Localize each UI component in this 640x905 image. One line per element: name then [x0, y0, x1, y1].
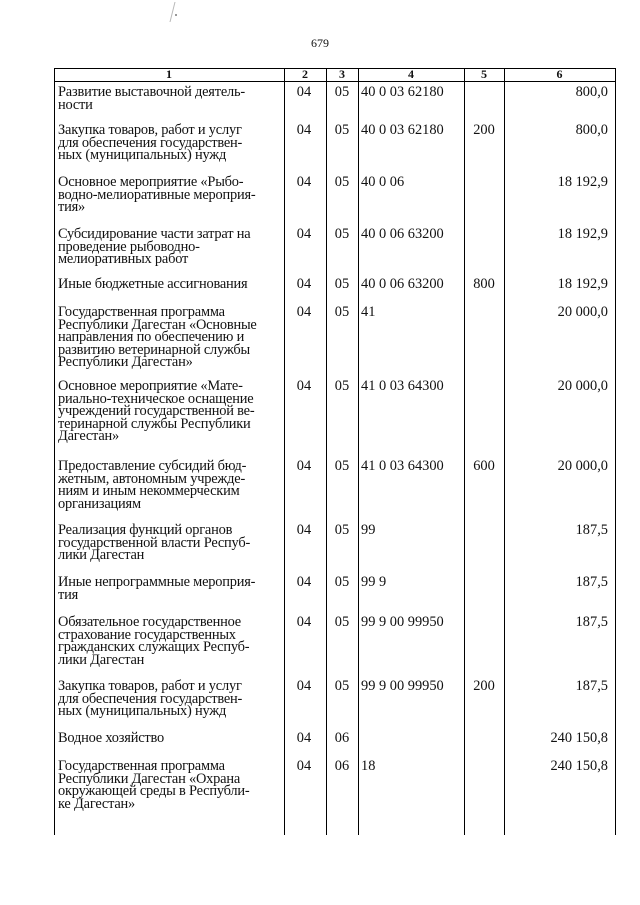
table-right-border	[615, 68, 616, 835]
row-section-cell: 04	[296, 574, 312, 590]
row-section-cell: 04	[296, 276, 312, 292]
row-name-cell: Иные непрограммные мероприя- тия	[58, 574, 256, 603]
budget-table	[54, 68, 616, 835]
row-subsection-cell: 05	[334, 276, 350, 292]
column-divider	[358, 68, 359, 835]
row-subsection-cell: 05	[334, 84, 350, 100]
row-section-cell: 04	[296, 84, 312, 100]
row-subsection-cell: 05	[334, 122, 350, 138]
row-subsection-cell: 05	[334, 574, 350, 590]
row-name-cell: Обязательное государственное страхование государственных гражданских служащих Респуб- лики Дагестан	[58, 614, 250, 668]
column-divider	[464, 68, 465, 835]
row-expense-type-cell: 200	[473, 122, 495, 138]
row-amount-cell: 800,0	[575, 122, 608, 138]
header-bottom-border	[54, 81, 616, 82]
row-target-article-cell: 99 9 00 99950	[361, 678, 444, 694]
row-amount-cell: 20 000,0	[557, 378, 608, 394]
row-section-cell: 04	[296, 304, 312, 320]
row-section-cell: 04	[296, 678, 312, 694]
row-amount-cell: 18 192,9	[557, 226, 608, 242]
row-name-cell: Государственная программа Республики Дагестан «Охрана окружающей среды в Республи- ке Дагестан»	[58, 758, 250, 812]
row-name-cell: Субсидирование части затрат на проведение рыбоводно- мелиоративных работ	[58, 226, 251, 268]
scan-artifact-dot	[175, 14, 177, 16]
row-name-cell: Предоставление субсидий бюд- жетным, автономным учрежде- ниям и иным некоммерческим организациям	[58, 458, 247, 512]
row-subsection-cell: 05	[334, 614, 350, 630]
table-left-border	[54, 68, 55, 835]
column-header-expense-type: 5	[481, 67, 487, 81]
column-header-subsection: 3	[339, 67, 345, 81]
row-section-cell: 04	[296, 730, 312, 746]
row-target-article-cell: 41	[361, 304, 376, 320]
row-target-article-cell: 40 0 06	[361, 174, 405, 190]
scan-artifact-mark	[170, 2, 186, 22]
row-subsection-cell: 05	[334, 378, 350, 394]
row-target-article-cell: 18	[361, 758, 376, 774]
column-header-target-article: 4	[408, 67, 414, 81]
row-name-cell: Иные бюджетные ассигнования	[58, 276, 248, 292]
column-header-amount: 6	[556, 67, 563, 81]
row-section-cell: 04	[296, 122, 312, 138]
row-amount-cell: 187,5	[575, 574, 608, 590]
row-name-cell: Реализация функций органов государственной власти Респуб- лики Дагестан	[58, 522, 251, 564]
row-amount-cell: 18 192,9	[557, 276, 608, 292]
column-header-section: 2	[302, 67, 308, 81]
row-subsection-cell: 05	[334, 226, 350, 242]
row-amount-cell: 800,0	[575, 84, 608, 100]
row-name-cell: Развитие выставочной деятель- ности	[58, 84, 245, 113]
row-target-article-cell: 40 0 06 63200	[361, 276, 444, 292]
row-subsection-cell: 06	[334, 758, 350, 774]
row-expense-type-cell: 800	[473, 276, 495, 292]
row-expense-type-cell: 600	[473, 458, 495, 474]
row-amount-cell: 20 000,0	[557, 458, 608, 474]
row-target-article-cell: 99 9	[361, 574, 387, 590]
row-subsection-cell: 05	[334, 522, 350, 538]
column-header-name: 1	[166, 67, 172, 81]
row-section-cell: 04	[296, 174, 312, 190]
row-amount-cell: 187,5	[575, 614, 608, 630]
row-target-article-cell: 40 0 03 62180	[361, 122, 444, 138]
page-number: 679	[311, 36, 329, 50]
row-section-cell: 04	[296, 758, 312, 774]
row-amount-cell: 187,5	[575, 522, 608, 538]
row-subsection-cell: 05	[334, 304, 350, 320]
row-target-article-cell: 41 0 03 64300	[361, 458, 444, 474]
row-section-cell: 04	[296, 522, 312, 538]
row-target-article-cell: 41 0 03 64300	[361, 378, 444, 394]
row-expense-type-cell: 200	[473, 678, 495, 694]
row-name-cell: Закупка товаров, работ и услуг для обеспечения государствен- ных (муниципальных) нужд	[58, 122, 243, 164]
row-amount-cell: 20 000,0	[557, 304, 608, 320]
row-section-cell: 04	[296, 226, 312, 242]
row-name-cell: Основное мероприятие «Рыбо- водно-мелиоративные мероприя- тия»	[58, 174, 256, 216]
row-section-cell: 04	[296, 458, 312, 474]
row-subsection-cell: 06	[334, 730, 350, 746]
row-subsection-cell: 05	[334, 678, 350, 694]
row-subsection-cell: 05	[334, 174, 350, 190]
row-target-article-cell: 99	[361, 522, 376, 538]
row-name-cell: Основное мероприятие «Мате- риально-техническое оснащение учреждений государственной ве- теринарной службы Республики Дагестан»	[58, 378, 255, 445]
row-amount-cell: 240 150,8	[550, 758, 608, 774]
row-target-article-cell: 40 0 03 62180	[361, 84, 444, 100]
row-target-article-cell: 40 0 06 63200	[361, 226, 444, 242]
row-amount-cell: 187,5	[575, 678, 608, 694]
row-section-cell: 04	[296, 614, 312, 630]
row-name-cell: Государственная программа Республики Дагестан «Основные направления по обеспечению и развитию ветеринарной службы Республики Дагестан»	[58, 304, 257, 371]
row-target-article-cell: 99 9 00 99950	[361, 614, 444, 630]
row-name-cell: Водное хозяйство	[58, 730, 164, 746]
row-name-cell: Закупка товаров, работ и услуг для обеспечения государствен- ных (муниципальных) нужд	[58, 678, 243, 720]
row-subsection-cell: 05	[334, 458, 350, 474]
row-amount-cell: 18 192,9	[557, 174, 608, 190]
row-amount-cell: 240 150,8	[550, 730, 608, 746]
row-section-cell: 04	[296, 378, 312, 394]
